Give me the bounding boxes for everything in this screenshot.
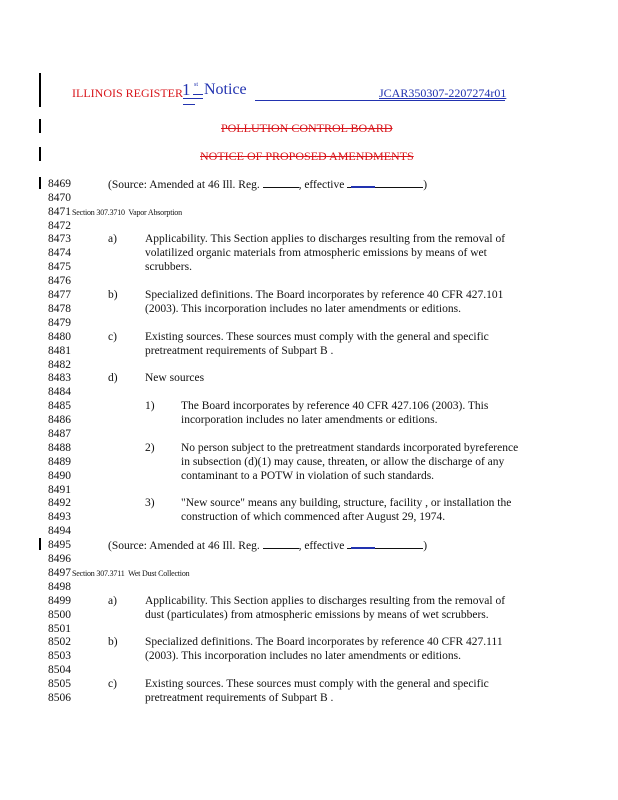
page-number-superscript: st: [194, 82, 199, 88]
section-number: Section 307.3710: [72, 208, 125, 217]
paragraph-line: Specialized definitions. The Board incorporates by reference 40 CFR 427.111: [145, 636, 503, 648]
line-number: 8501: [48, 623, 71, 635]
line-number: 8504: [48, 664, 71, 676]
source-close: ): [423, 179, 428, 191]
line-number: 8489: [48, 456, 71, 468]
paragraph-line: in subsection (d)(1) may cause, threaten, or allow the discharge of any: [181, 456, 505, 468]
line-number: 8481: [48, 345, 71, 357]
document-code: JCAR350307-2207274r01: [379, 86, 507, 100]
paragraph-line: Existing sources. These sources must comply with the general and specific: [145, 331, 489, 343]
source-note: [108, 538, 427, 553]
line-number: 8470: [48, 192, 71, 204]
register-title: ILLINOIS REGISTER: [72, 86, 183, 100]
subsection-label: 2): [145, 442, 155, 454]
line-number: 8474: [48, 247, 71, 259]
paragraph-line: contaminant to a POTW in violation of such standards.: [181, 470, 435, 482]
paragraph-line: Applicability. This Section applies to discharges resulting from the removal of: [145, 233, 506, 245]
line-number: 8482: [48, 359, 71, 371]
notice-title: NOTICE OF PROPOSED AMENDMENTS: [200, 149, 414, 163]
paragraph-line: (2003). This incorporation includes no later amendments or editions.: [145, 303, 461, 315]
line-number: 8502: [48, 636, 71, 648]
inserted-marks: [193, 94, 203, 99]
line-number: 8499: [48, 595, 71, 607]
paragraph-line: No person subject to the pretreatment standards incorporated byreference: [181, 442, 519, 454]
line-number: 8473: [48, 233, 71, 245]
paragraph-line: Applicability. This Section applies to discharges resulting from the removal of: [145, 595, 506, 607]
paragraph-line: construction of which commenced after August 29, 1974.: [181, 511, 446, 523]
change-bar: [39, 538, 41, 550]
source-close: ): [423, 540, 428, 552]
subsection-label: 1): [145, 400, 155, 412]
change-bar: [39, 147, 41, 161]
source-note: [108, 177, 427, 192]
line-number: 8486: [48, 414, 71, 426]
paragraph-line: Existing sources. These sources must comply with the general and specific: [145, 678, 489, 690]
paragraph-line: volatilized organic materials from atmospheric emissions by means of wet: [145, 247, 487, 259]
subsection-label: c): [108, 331, 117, 343]
blank-line: [263, 177, 299, 188]
blank-line: [263, 538, 299, 549]
line-number: 8496: [48, 553, 71, 565]
line-number: 8494: [48, 525, 71, 537]
line-number: 8495: [48, 539, 71, 551]
paragraph-line: scrubbers.: [145, 261, 192, 273]
line-number: 8475: [48, 261, 71, 273]
line-number: 8485: [48, 400, 71, 412]
line-number: 8477: [48, 289, 71, 301]
line-number: 8492: [48, 497, 71, 509]
paragraph-line: New sources: [145, 372, 205, 384]
subsection-label: 3): [145, 497, 155, 509]
line-number: 8490: [48, 470, 71, 482]
section-heading: [72, 569, 189, 578]
change-bar: [39, 119, 41, 133]
line-number: 8488: [48, 442, 71, 454]
line-number: 8498: [48, 581, 71, 593]
subsection-label: b): [108, 636, 118, 648]
line-number: 8480: [48, 331, 71, 343]
line-number: 8506: [48, 692, 71, 704]
line-number: 8493: [48, 511, 71, 523]
change-bar: [39, 73, 41, 107]
paragraph-line: pretreatment requirements of Subpart B .: [145, 692, 334, 704]
paragraph-line: The Board incorporates by reference 40 CFR 427.106 (2003). This: [181, 400, 489, 412]
source-prefix: (Source: Amended at 46 Ill. Reg.: [108, 179, 260, 191]
subsection-label: a): [108, 595, 117, 607]
section-heading: [72, 208, 182, 217]
paragraph-line: incorporation includes no later amendments or editions.: [181, 414, 438, 426]
line-number: 8471: [48, 206, 71, 218]
change-bar: [39, 177, 41, 189]
line-number: 8472: [48, 220, 71, 232]
paragraph-line: dust (particulates) from atmospheric emissions by means of wet scrubbers.: [145, 609, 489, 621]
paragraph-line: (2003). This incorporation includes no later amendments or editions.: [145, 650, 461, 662]
line-number: 8479: [48, 317, 71, 329]
source-effective: , effective: [298, 179, 345, 191]
subsection-label: c): [108, 678, 117, 690]
blank-line: [347, 177, 423, 188]
line-number: 8497: [48, 567, 71, 579]
line-number: 8487: [48, 428, 71, 440]
paragraph-line: pretreatment requirements of Subpart B .: [145, 345, 334, 357]
paragraph-line: "New source" means any building, structure, facility , or installation the: [181, 497, 512, 509]
line-number: 8503: [48, 650, 71, 662]
source-effective: , effective: [298, 540, 345, 552]
line-number: 8478: [48, 303, 71, 315]
page-number: 1: [182, 80, 191, 99]
line-number: 8483: [48, 372, 71, 384]
line-number: 8484: [48, 386, 71, 398]
paragraph-line: Specialized definitions. The Board incorporates by reference 40 CFR 427.101: [145, 289, 504, 301]
subsection-label: d): [108, 372, 118, 384]
blank-line: [347, 538, 423, 549]
section-title: Wet Dust Collection: [128, 569, 190, 578]
line-number: 8469: [48, 178, 71, 190]
subsection-label: b): [108, 289, 118, 301]
inserted-marks: [183, 98, 195, 105]
section-number: Section 307.3711: [72, 569, 125, 578]
line-number: 8476: [48, 275, 71, 287]
notice-label: Notice: [204, 81, 247, 98]
source-prefix: (Source: Amended at 46 Ill. Reg.: [108, 540, 260, 552]
board-name: POLLUTION CONTROL BOARD: [221, 121, 393, 135]
subsection-label: a): [108, 233, 117, 245]
line-number: 8491: [48, 484, 71, 496]
line-number: 8500: [48, 609, 71, 621]
line-number: 8505: [48, 678, 71, 690]
section-title: Vapor Absorption: [128, 208, 182, 217]
